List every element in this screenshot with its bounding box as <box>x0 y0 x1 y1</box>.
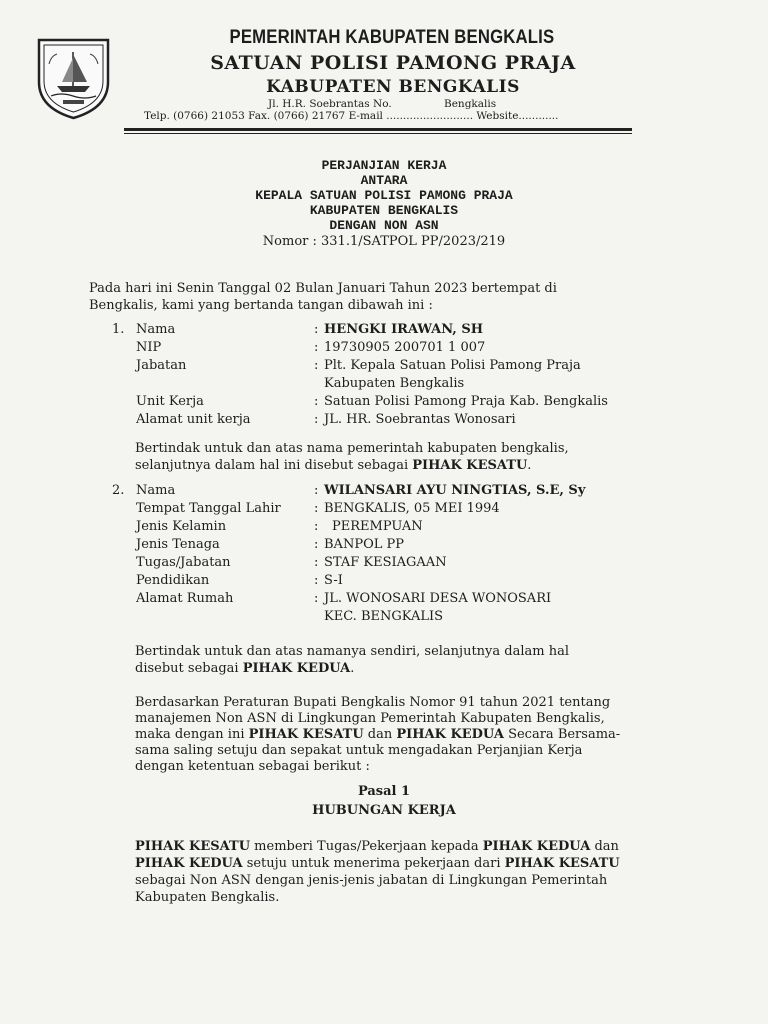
party1-label-alamat: Alamat unit kerja <box>136 412 251 427</box>
party1-role: PIHAK KESATU <box>412 458 528 473</box>
pasal-1-subheading: HUBUNGAN KERJA <box>312 803 456 818</box>
colon: : <box>314 340 319 355</box>
party1-value-nip: 19730905 200701 1 007 <box>324 340 486 355</box>
intro-line-2: Bengkalis, kami yang bertanda tangan dibawah ini : <box>89 298 433 313</box>
party1-label-nip: NIP <box>136 340 162 355</box>
basis-line-2: manajemen Non ASN di Lingkungan Pemerintah Kabupaten Bengkalis, <box>135 711 605 726</box>
party1-label-jabatan: Jabatan <box>136 358 187 373</box>
role-kedua: PIHAK KEDUA <box>396 727 504 742</box>
party2-value-alamat: JL. WONOSARI DESA WONOSARI <box>324 591 552 606</box>
pasal-1-line-2: PIHAK KEDUA setuju untuk menerima pekerjaan dari PIHAK KESATU <box>135 856 620 871</box>
header-divider-thin <box>124 133 632 134</box>
party1-value-unit: Satuan Polisi Pamong Praja Kab. Bengkalis <box>324 394 608 409</box>
party2-label-tenaga: Jenis Tenaga <box>136 537 220 552</box>
colon: : <box>314 591 319 606</box>
basis-line-1: Berdasarkan Peraturan Bupati Bengkalis Nomor 91 tahun 2021 tentang <box>135 695 611 710</box>
party1-value-alamat: JL. HR. Soebrantas Wonosari <box>324 412 516 427</box>
pasal-1-heading: Pasal 1 <box>357 784 411 799</box>
pasal-1-line-3: sebagai Non ASN dengan jenis-jenis jabatan di Lingkungan Pemerintah <box>135 873 608 888</box>
party2-label-tugas: Tugas/Jabatan <box>136 555 231 570</box>
header-contact: Telp. (0766) 21053 Fax. (0766) 21767 E-mail .......................... Website............ <box>144 110 559 122</box>
party2-value-tenaga: BANPOL PP <box>324 537 404 552</box>
basis-line-5: dengan ketentuan sebagai berikut : <box>135 759 370 774</box>
colon: : <box>314 322 319 337</box>
party2-role: PIHAK KEDUA <box>242 661 351 676</box>
header-city: Bengkalis <box>444 98 497 110</box>
header-agency-name: SATUAN POLISI PAMONG PRAJA <box>210 52 576 74</box>
party2-value-gender: PEREMPUAN <box>332 519 423 534</box>
party2-value-ttl: BENGKALIS, 05 MEI 1994 <box>324 501 500 516</box>
colon: : <box>314 537 319 552</box>
role-kesatu: PIHAK KESATU <box>248 727 364 742</box>
party1-label-unit: Unit Kerja <box>136 394 204 409</box>
party2-value-pendidikan: S-I <box>324 573 343 588</box>
party2-label-nama: Nama <box>136 483 176 498</box>
colon: : <box>314 394 319 409</box>
doc-title-3: KEPALA SATUAN POLISI PAMONG PRAJA <box>255 188 513 203</box>
basis-line-3: maka dengan ini PIHAK KESATU dan PIHAK KEDUA Secara Bersama- <box>135 727 621 742</box>
party2-desc-line-1: Bertindak untuk dan atas namanya sendiri, selanjutnya dalam hal <box>135 644 570 659</box>
party2-label-alamat: Alamat Rumah <box>136 591 234 606</box>
party1-value-nama: HENGKI IRAWAN, SH <box>324 322 484 337</box>
header-regency-name: KABUPATEN BENGKALIS <box>266 77 520 97</box>
party2-desc-line-2: disebut sebagai PIHAK KEDUA. <box>135 661 355 676</box>
party1-value-jabatan: Plt. Kepala Satuan Polisi Pamong Praja <box>324 358 581 373</box>
party2-value-tugas: STAF KESIAGAAN <box>324 555 447 570</box>
colon: : <box>314 519 319 534</box>
colon: : <box>314 358 319 373</box>
intro-line-1: Pada hari ini Senin Tanggal 02 Bulan Januari Tahun 2023 bertempat di <box>89 281 557 296</box>
header-government-name: PEMERINTAH KABUPATEN BENGKALIS <box>229 27 555 48</box>
doc-title-4: KABUPATEN BENGKALIS <box>309 203 459 218</box>
party1-desc-line-1: Bertindak untuk dan atas nama pemerintah kabupaten bengkalis, <box>135 441 569 456</box>
pasal-1-line-4: Kabupaten Bengkalis. <box>135 890 280 905</box>
party2-value-alamat-cont: KEC. BENGKALIS <box>324 609 443 624</box>
party2-number: 2. <box>112 483 125 498</box>
party1-value-jabatan-cont: Kabupaten Bengkalis <box>324 376 465 391</box>
doc-title-1: PERJANJIAN KERJA <box>321 158 447 173</box>
colon: : <box>314 501 319 516</box>
pasal-1-line-1: PIHAK KESATU memberi Tugas/Pekerjaan kepada PIHAK KEDUA dan <box>135 839 619 854</box>
header-divider-thick <box>124 128 632 131</box>
party1-desc-line-2: selanjutnya dalam hal ini disebut sebagai PIHAK KESATU. <box>135 458 532 473</box>
colon: : <box>314 483 319 498</box>
party2-label-ttl: Tempat Tanggal Lahir <box>136 501 281 516</box>
colon: : <box>314 555 319 570</box>
party2-label-gender: Jenis Kelamin <box>136 519 227 534</box>
party1-label-nama: Nama <box>136 322 176 337</box>
doc-title-5: DENGAN NON ASN <box>329 218 439 233</box>
basis-line-4: sama saling setuju dan sepakat untuk mengadakan Perjanjian Kerja <box>135 743 583 758</box>
header-address: Jl. H.R. Soebrantas No. <box>268 98 392 110</box>
doc-title-2: ANTARA <box>360 173 408 188</box>
party2-value-nama: WILANSARI AYU NINGTIAS, S.E, Sy <box>324 483 586 498</box>
colon: : <box>314 412 319 427</box>
doc-number: Nomor : 331.1/SATPOL PP/2023/219 <box>262 234 506 249</box>
party1-number: 1. <box>112 322 125 337</box>
colon: : <box>314 573 319 588</box>
party2-label-pendidikan: Pendidikan <box>136 573 210 588</box>
